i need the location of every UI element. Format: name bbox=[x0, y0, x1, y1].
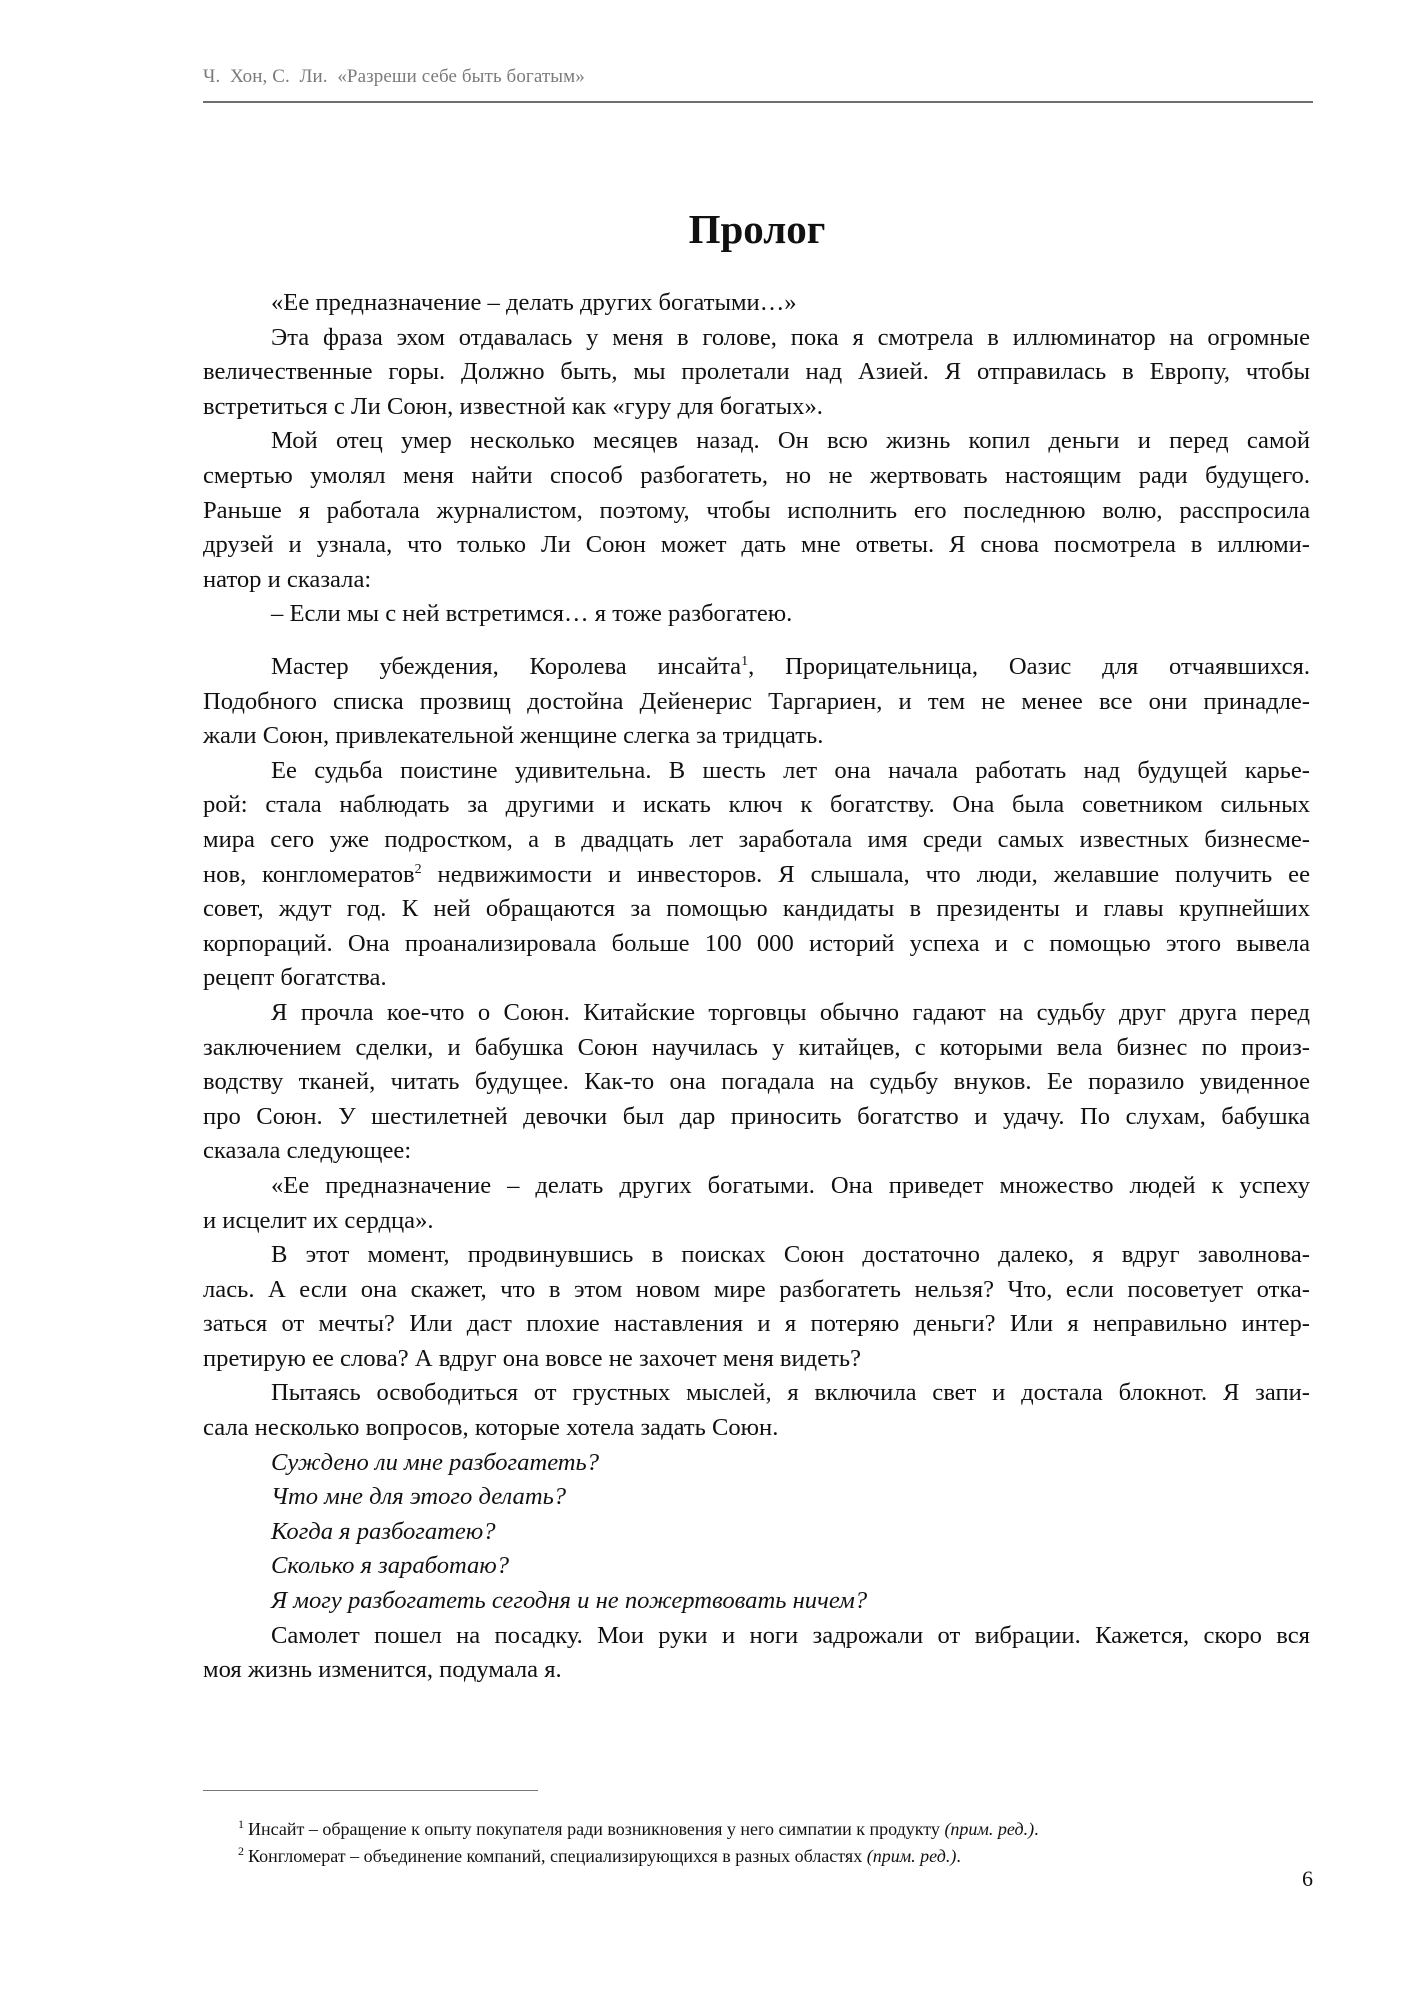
paragraph-line: про Союн. У шестилетней девочки был дар приносить богатство и удачу. По слухам, бабушка bbox=[203, 1102, 1310, 1130]
editor-note: (прим. ред.) bbox=[866, 1846, 957, 1866]
paragraph-line: натор и сказала: bbox=[203, 565, 372, 593]
body-block-1 bbox=[203, 286, 1310, 632]
paragraph-line: заться от мечты? Или даст плохие наставления и я потеряю деньги? Или я неправильно интер- bbox=[203, 1310, 1310, 1338]
paragraph-line: Подобного списка прозвищ достойна Дейенерис Таргариен, и тем не менее все они принадле- bbox=[203, 687, 1310, 715]
paragraph-line: моя жизнь изменится, подумала я. bbox=[203, 1656, 562, 1684]
footnote-2: $^2$ Конгломерат – объединение компаний, специализирующихся в разных областях (прим. ред.). bbox=[238, 1844, 961, 1866]
paragraph-line: Пытаясь освободиться от грустных мыслей, я включила свет и достала блокнот. Я запи- bbox=[271, 1379, 1310, 1407]
paragraph-line: Мастер убеждения, Королева инсайта$^1$, Прорицательница, Оазис для отчаявшихся. bbox=[271, 653, 1310, 680]
chapter-title: Пролог bbox=[688, 206, 826, 252]
paragraph-line: претирую ее слова? А вдруг она вовсе не захочет меня видеть? bbox=[203, 1344, 861, 1372]
paragraph-line: нов, конгломератов$^2$ недвижимости и инвесторов. Я слышала, что люди, желавшие получить ее bbox=[203, 860, 1310, 888]
paragraph-line: Эта фраза эхом отдавалась у меня в голове, пока я смотрела в иллюминатор на огромные bbox=[271, 323, 1310, 351]
paragraph-line: встретиться с Ли Союн, известной как «гуру для богатых». bbox=[203, 392, 823, 420]
question-line: Когда я разбогатею? bbox=[271, 1517, 496, 1545]
paragraph-line: В этот момент, продвинувшись в поисках Союн достаточно далеко, я вдруг заволнова- bbox=[271, 1241, 1310, 1269]
paragraph-line: Ее судьба поистине удивительна. В шесть лет она начала работать над будущей карье- bbox=[271, 756, 1310, 784]
header-rule bbox=[203, 101, 1313, 103]
paragraph-line: сала несколько вопросов, которые хотела задать Союн. bbox=[203, 1414, 779, 1442]
question-line: Суждено ли мне разбогатеть? bbox=[271, 1448, 600, 1476]
body-block-2 bbox=[203, 650, 1310, 1688]
page-number: 6 bbox=[1302, 1866, 1313, 1891]
paragraph-line: Мой отец умер несколько месяцев назад. Он всю жизнь копил деньги и перед самой bbox=[271, 427, 1310, 455]
footnote-mark: 2 bbox=[238, 1844, 244, 1858]
quote-line: и исцелит их сердца». bbox=[203, 1206, 434, 1234]
paragraph-line: водству тканей, читать будущее. Как-то она погадала на судьбу внуков. Ее поразило увиденное bbox=[203, 1068, 1310, 1096]
paragraph-line: смертью умолял меня найти способ разбогатеть, но не жертвовать настоящим ради будущего. bbox=[203, 461, 1310, 489]
quote-line: «Ее предназначение – делать других богатыми. Она приведет множество людей к успеху bbox=[271, 1171, 1310, 1199]
paragraph-line: лась. А если она скажет, что в этом новом мире разбогатеть нельзя? Что, если посоветует отка- bbox=[203, 1275, 1310, 1303]
running-head: Ч. Хон, С. Ли. «Разреши себе быть богатым» bbox=[203, 66, 585, 87]
editor-note: (прим. ред.) bbox=[944, 1819, 1035, 1839]
footnote-ref-2[interactable]: 2 bbox=[414, 861, 422, 877]
paragraph-line: жали Союн, привлекательной женщине слегка за тридцать. bbox=[203, 722, 824, 750]
footnotes bbox=[238, 1816, 1039, 1870]
paragraph-line: заключением сделки, и бабушка Союн научилась у китайцев, с которыми вела бизнес по произ- bbox=[203, 1033, 1310, 1061]
paragraph-line: «Ее предназначение – делать других богатыми…» bbox=[271, 289, 797, 316]
question-line: Что мне для этого делать? bbox=[271, 1483, 567, 1511]
paragraph-line: Раньше я работала журналистом, поэтому, чтобы исполнить его последнюю волю, расспросила bbox=[203, 496, 1310, 524]
footnote-ref-1[interactable]: 1 bbox=[741, 654, 749, 669]
footnote-mark: 1 bbox=[238, 1817, 244, 1831]
question-line: Я могу разбогатеть сегодня и не пожертвовать ничем? bbox=[271, 1587, 868, 1615]
footnote-separator bbox=[203, 1790, 538, 1791]
paragraph-line: рой: стала наблюдать за другими и искать ключ к богатству. Она была советником сильных bbox=[203, 791, 1310, 819]
paragraph-line: совет, ждут год. К ней обращаются за помощью кандидаты в президенты и главы крупнейших bbox=[203, 895, 1310, 923]
paragraph-line: корпораций. Она проанализировала больше 100 000 историй успеха и с помощью этого вывела bbox=[203, 929, 1310, 957]
footnote-1: $^1$ Инсайт – обращение к опыту покупателя ради возникновения у него симпатии к продукту (прим. ред.). bbox=[238, 1817, 1039, 1839]
paragraph-line: Самолет пошел на посадку. Мои руки и ноги задрожали от вибрации. Кажется, скоро вся bbox=[271, 1621, 1310, 1649]
paragraph-line: мира сего уже подростком, а в двадцать лет заработала имя среди самых известных бизнесме- bbox=[203, 825, 1310, 853]
paragraph-line: Я прочла кое-что о Союн. Китайские торговцы обычно гадают на судьбу друг друга перед bbox=[271, 998, 1310, 1026]
dialogue-line: – Если мы с ней встретимся… я тоже разбогатею. bbox=[271, 600, 793, 628]
paragraph-line: величественные горы. Должно быть, мы пролетали над Азией. Я отправилась в Европу, чтобы bbox=[203, 358, 1310, 386]
paragraph-line: друзей и узнала, что только Ли Союн может дать мне ответы. Я снова посмотрела в иллюми- bbox=[203, 531, 1310, 559]
question-line: Сколько я заработаю? bbox=[271, 1552, 509, 1580]
paragraph-line: сказала следующее: bbox=[203, 1137, 412, 1165]
paragraph-line: рецепт богатства. bbox=[203, 964, 387, 992]
